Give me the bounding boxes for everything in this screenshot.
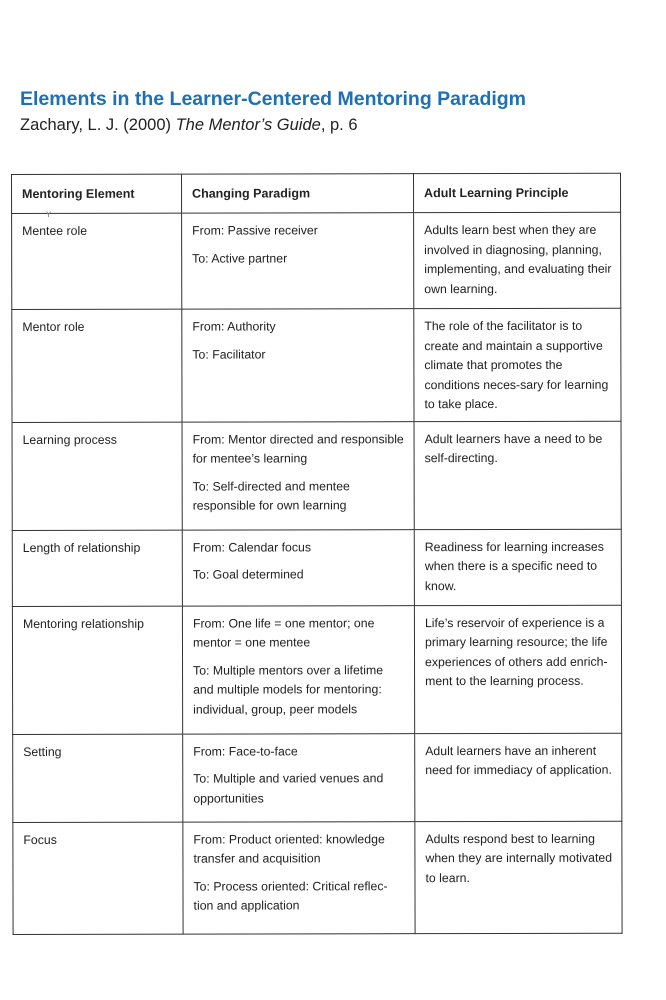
paradigm-to: To: Facilitator bbox=[192, 346, 266, 362]
mentoring-element-cell: Mentee role bbox=[12, 213, 182, 309]
mentoring-element-cell: Mentoring relationship bbox=[12, 606, 182, 734]
paradigm-to: To: Multiple and varied venues and opportunities bbox=[193, 771, 384, 806]
learning-principle-cell: Life’s reservoir of experience is a primary learning resource; the life experiences of others add enrich-ment to the learning process. bbox=[414, 605, 621, 733]
learning-principle-cell: Adult learners have a need to be self-directing. bbox=[414, 421, 621, 529]
citation-book-title: The Mentor’s Guide bbox=[175, 116, 321, 134]
changing-paradigm-cell bbox=[182, 529, 414, 605]
paradigm-from: From: Passive receiver bbox=[192, 223, 318, 238]
table-row bbox=[12, 308, 621, 422]
column-header: Mentoring Element bbox=[12, 174, 182, 213]
paradigm-to: To: Goal determined bbox=[192, 567, 304, 582]
table-row bbox=[12, 529, 621, 606]
column-header: Adult Learning Principle bbox=[414, 173, 621, 212]
table-row bbox=[12, 605, 621, 734]
table-header-row bbox=[12, 173, 621, 213]
table-row bbox=[12, 421, 621, 530]
table-row bbox=[13, 821, 622, 934]
mentoring-element-cell: Length of relationship bbox=[12, 530, 182, 606]
paradigm-to: To: Process oriented: Critical reflec-tion and application bbox=[193, 878, 388, 913]
changing-paradigm-cell bbox=[183, 733, 415, 821]
mentoring-element-cell: Focus bbox=[13, 822, 183, 934]
learning-principle-cell: The role of the facilitator is to create and maintain a supportive climate that promotes the conditions neces-sary for learning to take place. bbox=[414, 308, 621, 421]
page-title: Elements in the Learner-Centered Mentoring Paradigm bbox=[20, 88, 527, 110]
paradigm-table bbox=[11, 173, 623, 935]
paradigm-to: To: Multiple mentors over a lifetime and multiple models for mentoring: individual, group, peer models bbox=[193, 662, 384, 717]
scan-mark: ʏ bbox=[46, 209, 52, 220]
column-header: Changing Paradigm bbox=[182, 174, 414, 213]
paradigm-from: From: Product oriented: knowledge transfer and acquisition bbox=[193, 831, 385, 866]
citation-suffix: , p. 6 bbox=[320, 116, 358, 134]
paradigm-to: To: Active partner bbox=[192, 250, 288, 266]
table-row bbox=[12, 212, 621, 309]
paradigm-from: From: Calendar focus bbox=[192, 539, 312, 555]
paradigm-from: From: Authority bbox=[192, 319, 276, 334]
table-row bbox=[13, 733, 622, 822]
mentoring-element-cell: Mentor role bbox=[12, 309, 182, 422]
changing-paradigm-cell bbox=[182, 213, 414, 309]
learning-principle-cell: Adults learn best when they are involved in diagnosing, planning, implementing, and evaluating their own learning. bbox=[414, 212, 621, 308]
paradigm-to: To: Self-directed and mentee responsible for own learning bbox=[192, 478, 350, 513]
paradigm-from: From: Face-to-face bbox=[193, 743, 298, 759]
learning-principle-cell: Adults respond best to learning when they are internally motivated to learn. bbox=[415, 821, 622, 933]
scanned-table-image bbox=[11, 173, 622, 922]
changing-paradigm-cell bbox=[182, 605, 414, 733]
changing-paradigm-cell bbox=[182, 421, 414, 529]
mentoring-element-cell: Learning process bbox=[12, 422, 182, 530]
paradigm-from: From: One life = one mentor; one mentor = one mentee bbox=[192, 615, 375, 650]
citation bbox=[20, 116, 358, 135]
changing-paradigm-cell bbox=[183, 821, 415, 933]
paradigm-from: From: Mentor directed and responsible for mentee’s learning bbox=[192, 431, 404, 466]
learning-principle-cell: Adult learners have an inherent need for immediacy of application. bbox=[415, 733, 622, 821]
changing-paradigm-cell bbox=[182, 309, 414, 422]
citation-prefix: Zachary, L. J. (2000) bbox=[20, 116, 176, 134]
mentoring-element-cell: Setting bbox=[13, 734, 183, 822]
learning-principle-cell: Readiness for learning increases when there is a specific need to know. bbox=[414, 529, 621, 605]
